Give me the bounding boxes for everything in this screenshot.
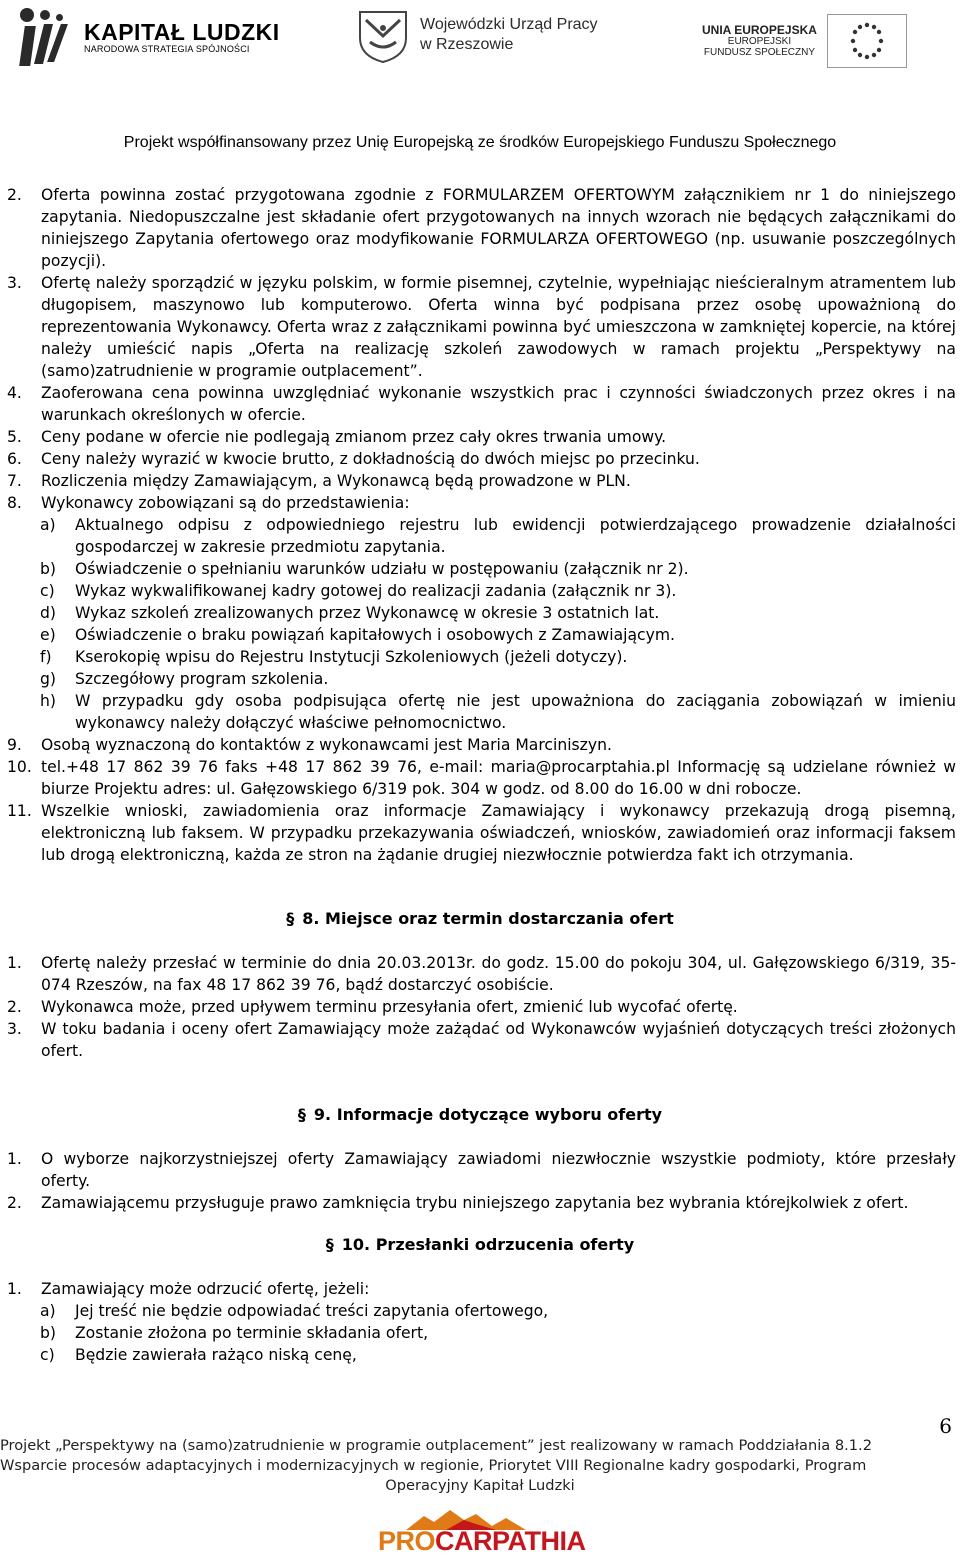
kapital-ludzki-logo [18,6,280,68]
section-9-list [0,1148,960,1214]
footer-line-2: Wsparcie procesów adaptacyjnych i modernizacyjnych w regionie, Priorytet VIII Regionalne kadry gospodarki, Program [0,1457,867,1474]
sub-item-text: Oświadczenie o spełnianiu warunków udziału w postępowaniu (załącznik nr 2). [75,560,689,578]
eu-line3: FUNDUSZ SPOŁECZNY [703,46,816,58]
cofinance-header: Projekt współfinansowany przez Unię Europejską ze środków Europejskiego Funduszu Społecznego [123,134,837,151]
section-10-list [0,1278,960,1366]
item-number: 5. [7,428,22,446]
kapital-ludzki-title: KAPITAŁ LUDZKI [84,19,280,45]
item-text: Wszelkie wnioski, zawiadomienia oraz informacje Zamawiający i wykonawcy przekazują drogą pisemną, elektroniczną lub faksem. W przypadku przekazywania oświadczeń, wniosków, zawiadomień oraz informacji faksem lub drogą elektroniczną, każda ze stron na żądanie drugiej niezwłocznie potwierdza fakt ich otrzymania. [41,802,956,864]
sub-list-item [0,1344,960,1366]
item-number: 8. [7,494,22,512]
sub-item-text: Aktualnego odpisu z odpowiedniego rejestru lub ewidencji potwierdzającego prowadzenie działalności gospodarczej w zakresie przedmiotu zapytania. [75,516,956,556]
sub-item-letter: f) [40,648,52,666]
page-number: 6 [939,1414,952,1438]
wup-emblem-icon [356,6,410,64]
list-item [0,470,960,492]
sub-item-letter: b) [40,1324,56,1342]
list-item [0,996,960,1018]
kapital-ludzki-mark-icon [18,6,76,68]
sub-item-letter: c) [40,1346,55,1364]
list-item [0,800,960,866]
sub-item-letter: a) [40,516,56,534]
item-number: 1. [7,1150,22,1168]
item-text: Ofertę należy przesłać w terminie do dnia 20.03.2013r. do godz. 15.00 do pokoju 304, ul. Gałęzowskiego 6/319, 35-074 Rzeszów, na fax 48 17 862 39 76, bądź dostarczyć osobiście. [41,954,956,994]
logo-carpathia-text: CARPATHIA [435,1526,586,1556]
sub-item-letter: d) [40,604,56,622]
sub-item-text: W przypadku gdy osoba podpisująca ofertę nie jest upoważniona do zaciągania zobowiązań w imieniu wykonawcy należy dołączyć właściwe pełnomocnictwo. [75,692,956,732]
item-number: 2. [7,998,22,1016]
eu-line1: UNIA EUROPEJSKA [702,22,817,37]
sub-list-item [0,646,960,668]
sub-item-text: Szczegółowy program szkolenia. [75,670,329,688]
sub-item-text: Zostanie złożona po terminie składania ofert, [75,1324,429,1342]
sub-list-item [0,1300,960,1322]
sub-item-letter: b) [40,560,56,578]
logo-pro-text: PRO [378,1526,436,1556]
sub-item-letter: a) [40,1302,56,1320]
sub-item-text: Wykaz szkoleń zrealizowanych przez Wykonawcę w okresie 3 ostatnich lat. [75,604,660,622]
item-number: 1. [7,954,22,972]
sub-item-text: Wykaz wykwalifikowanej kadry gotowej do realizacji zadania (załącznik nr 3). [75,582,677,600]
item-number: 3. [7,274,22,292]
kapital-ludzki-subtitle: NARODOWA STRATEGIA SPÓJNOŚCI [84,44,250,54]
item-text: Zamawiającemu przysługuje prawo zamknięcia trybu niniejszego zapytania bez wybrania którejkolwiek z ofert. [41,1194,909,1212]
item-text: Ceny podane w ofercie nie podlegają zmianom przez cały okres trwania umowy. [41,428,667,446]
section-title: 10. Przesłanki odrzucenia oferty [341,1235,635,1254]
item-text: Oferta powinna zostać przygotowana zgodnie z FORMULARZEM OFERTOWYM załącznikiem nr 1 do niniejszego zapytania. Niedopuszczalne jest składanie ofert przygotowanych na innych wzorach nie będących załącznikami do niniejszego Zapytania ofertowego oraz modyfikowanie FORMULARZA OFERTOWEGO (np. usuwanie poszczególnych pozycji). [41,186,956,270]
section-sign: § [297,1105,306,1124]
wup-name-line2: w Rzeszowie [420,36,514,53]
section-sign: § [286,909,295,928]
footer-line-3: Operacyjny Kapitał Ludzki [385,1477,575,1494]
item-number: 2. [7,1194,22,1212]
item-number: 11. [7,802,32,820]
wup-logo [356,6,598,64]
item-text: Ceny należy wyrazić w kwocie brutto, z dokładnością do dwóch miejsc po przecinku. [41,450,700,468]
item-number: 6. [7,450,22,468]
list-item [0,448,960,470]
wup-name-line1: Wojewódzki Urząd Pracy [420,16,598,33]
section-7-list [0,184,960,866]
item-text: Wykonawca może, przed upływem terminu przesyłania ofert, zmienić lub wycofać ofertę. [41,998,738,1016]
list-item [0,1018,960,1062]
section-8-heading [0,908,960,930]
list-item [0,492,960,514]
list-item [0,184,960,272]
item-text: Zamawiający może odrzucić ofertę, jeżeli: [41,1280,370,1298]
item-text: Rozliczenia między Zamawiającym, a Wykonawcą będą prowadzone w PLN. [41,472,631,490]
list-item [0,382,960,426]
list-item [0,952,960,996]
sub-item-letter: h) [40,692,56,710]
sub-item-text: Będzie zawierała rażąco niską cenę, [75,1346,357,1364]
list-item [0,426,960,448]
item-number: 2. [7,186,22,204]
item-text: Zaoferowana cena powinna uwzględniać wykonanie wszystkich prac i czynności świadczonych przez okres i na warunkach określonych w ofercie. [41,384,956,424]
item-text: Wykonawcy zobowiązani są do przedstawienia: [41,494,410,512]
sub-item-text: Kserokopię wpisu do Rejestru Instytucji Szkoleniowych (jeżeli dotyczy). [75,648,628,666]
eu-line2: EUROPEJSKI [727,35,792,47]
list-item [0,1278,960,1300]
list-item [0,734,960,756]
sub-item-text: Jej treść nie będzie odpowiadać treści zapytania ofertowego, [75,1302,549,1320]
sub-list-item [0,624,960,646]
list-item [0,756,960,800]
logo-bar [0,0,960,80]
section-8-list [0,952,960,1062]
item-text: tel.+48 17 862 39 76 faks +48 17 862 39 76, e-mail: maria@procarptahia.pl Informację są udzielane również w biurze Projektu adres: ul. Gałęzowskiego 6/319 pok. 304 w godz. od 8.00 do 16.00 w dni robocze. [41,758,956,798]
item-number: 9. [7,736,22,754]
sub-item-text: Oświadczenie o braku powiązań kapitałowych i osobowych z Zamawiającym. [75,626,675,644]
sub-item-letter: e) [40,626,56,644]
item-text: W toku badania i oceny ofert Zamawiający może zażądać od Wykonawców wyjaśnień dotyczących treści złożonych ofert. [41,1020,956,1060]
section-10-heading [0,1234,960,1256]
footer-line-1: Projekt „Perspektywy na (samo)zatrudnienie w programie outplacement” jest realizowany w ramach Poddziałania 8.1.2 [0,1437,872,1454]
list-item [0,1148,960,1192]
item-text: Osobą wyznaczoną do kontaktów z wykonawcami jest Maria Marciniszyn. [41,736,612,754]
item-number: 10. [7,758,32,776]
footer [0,1436,960,1496]
sub-item-letter: g) [40,670,56,688]
list-item [0,272,960,382]
procarpathia-logo [378,1508,586,1556]
item-number: 7. [7,472,22,490]
sub-list-item [0,580,960,602]
sub-list-item [0,602,960,624]
eu-logo [702,14,907,68]
item-number: 3. [7,1020,22,1038]
sub-list-item [0,514,960,558]
sub-list-item [0,668,960,690]
document-body [0,184,960,1366]
item-text: Ofertę należy sporządzić w języku polskim, w formie pisemnej, czytelnie, wypełniając nieścieralnym atramentem lub długopisem, maszynowo lub komputerowo. Oferta winna być podpisana przez osobę upoważnioną do reprezentowania Wykonawcy. Oferta wraz z załącznikami powinna być umieszczona w zamkniętej kopercie, na której należy umieścić napis „Oferta na realizację szkoleń zawodowych w ramach projektu „Perspektywy na (samo)zatrudnienie w programie outplacement”. [41,274,956,380]
sub-list-item [0,1322,960,1344]
sub-list-item [0,690,960,734]
section-title: 8. Miejsce oraz termin dostarczania ofert [302,909,674,928]
item-text: O wyborze najkorzystniejszej oferty Zamawiający zawiadomi niezwłocznie wszystkie podmioty, które przesłały oferty. [41,1150,956,1190]
section-9-heading [0,1104,960,1126]
eu-flag-icon [827,14,907,68]
section-sign: § [325,1235,334,1254]
item-number: 1. [7,1280,22,1298]
list-item [0,1192,960,1214]
sub-list-item [0,558,960,580]
section-title: 9. Informacje dotyczące wyboru oferty [313,1105,663,1124]
sub-item-letter: c) [40,582,55,600]
item-number: 4. [7,384,22,402]
